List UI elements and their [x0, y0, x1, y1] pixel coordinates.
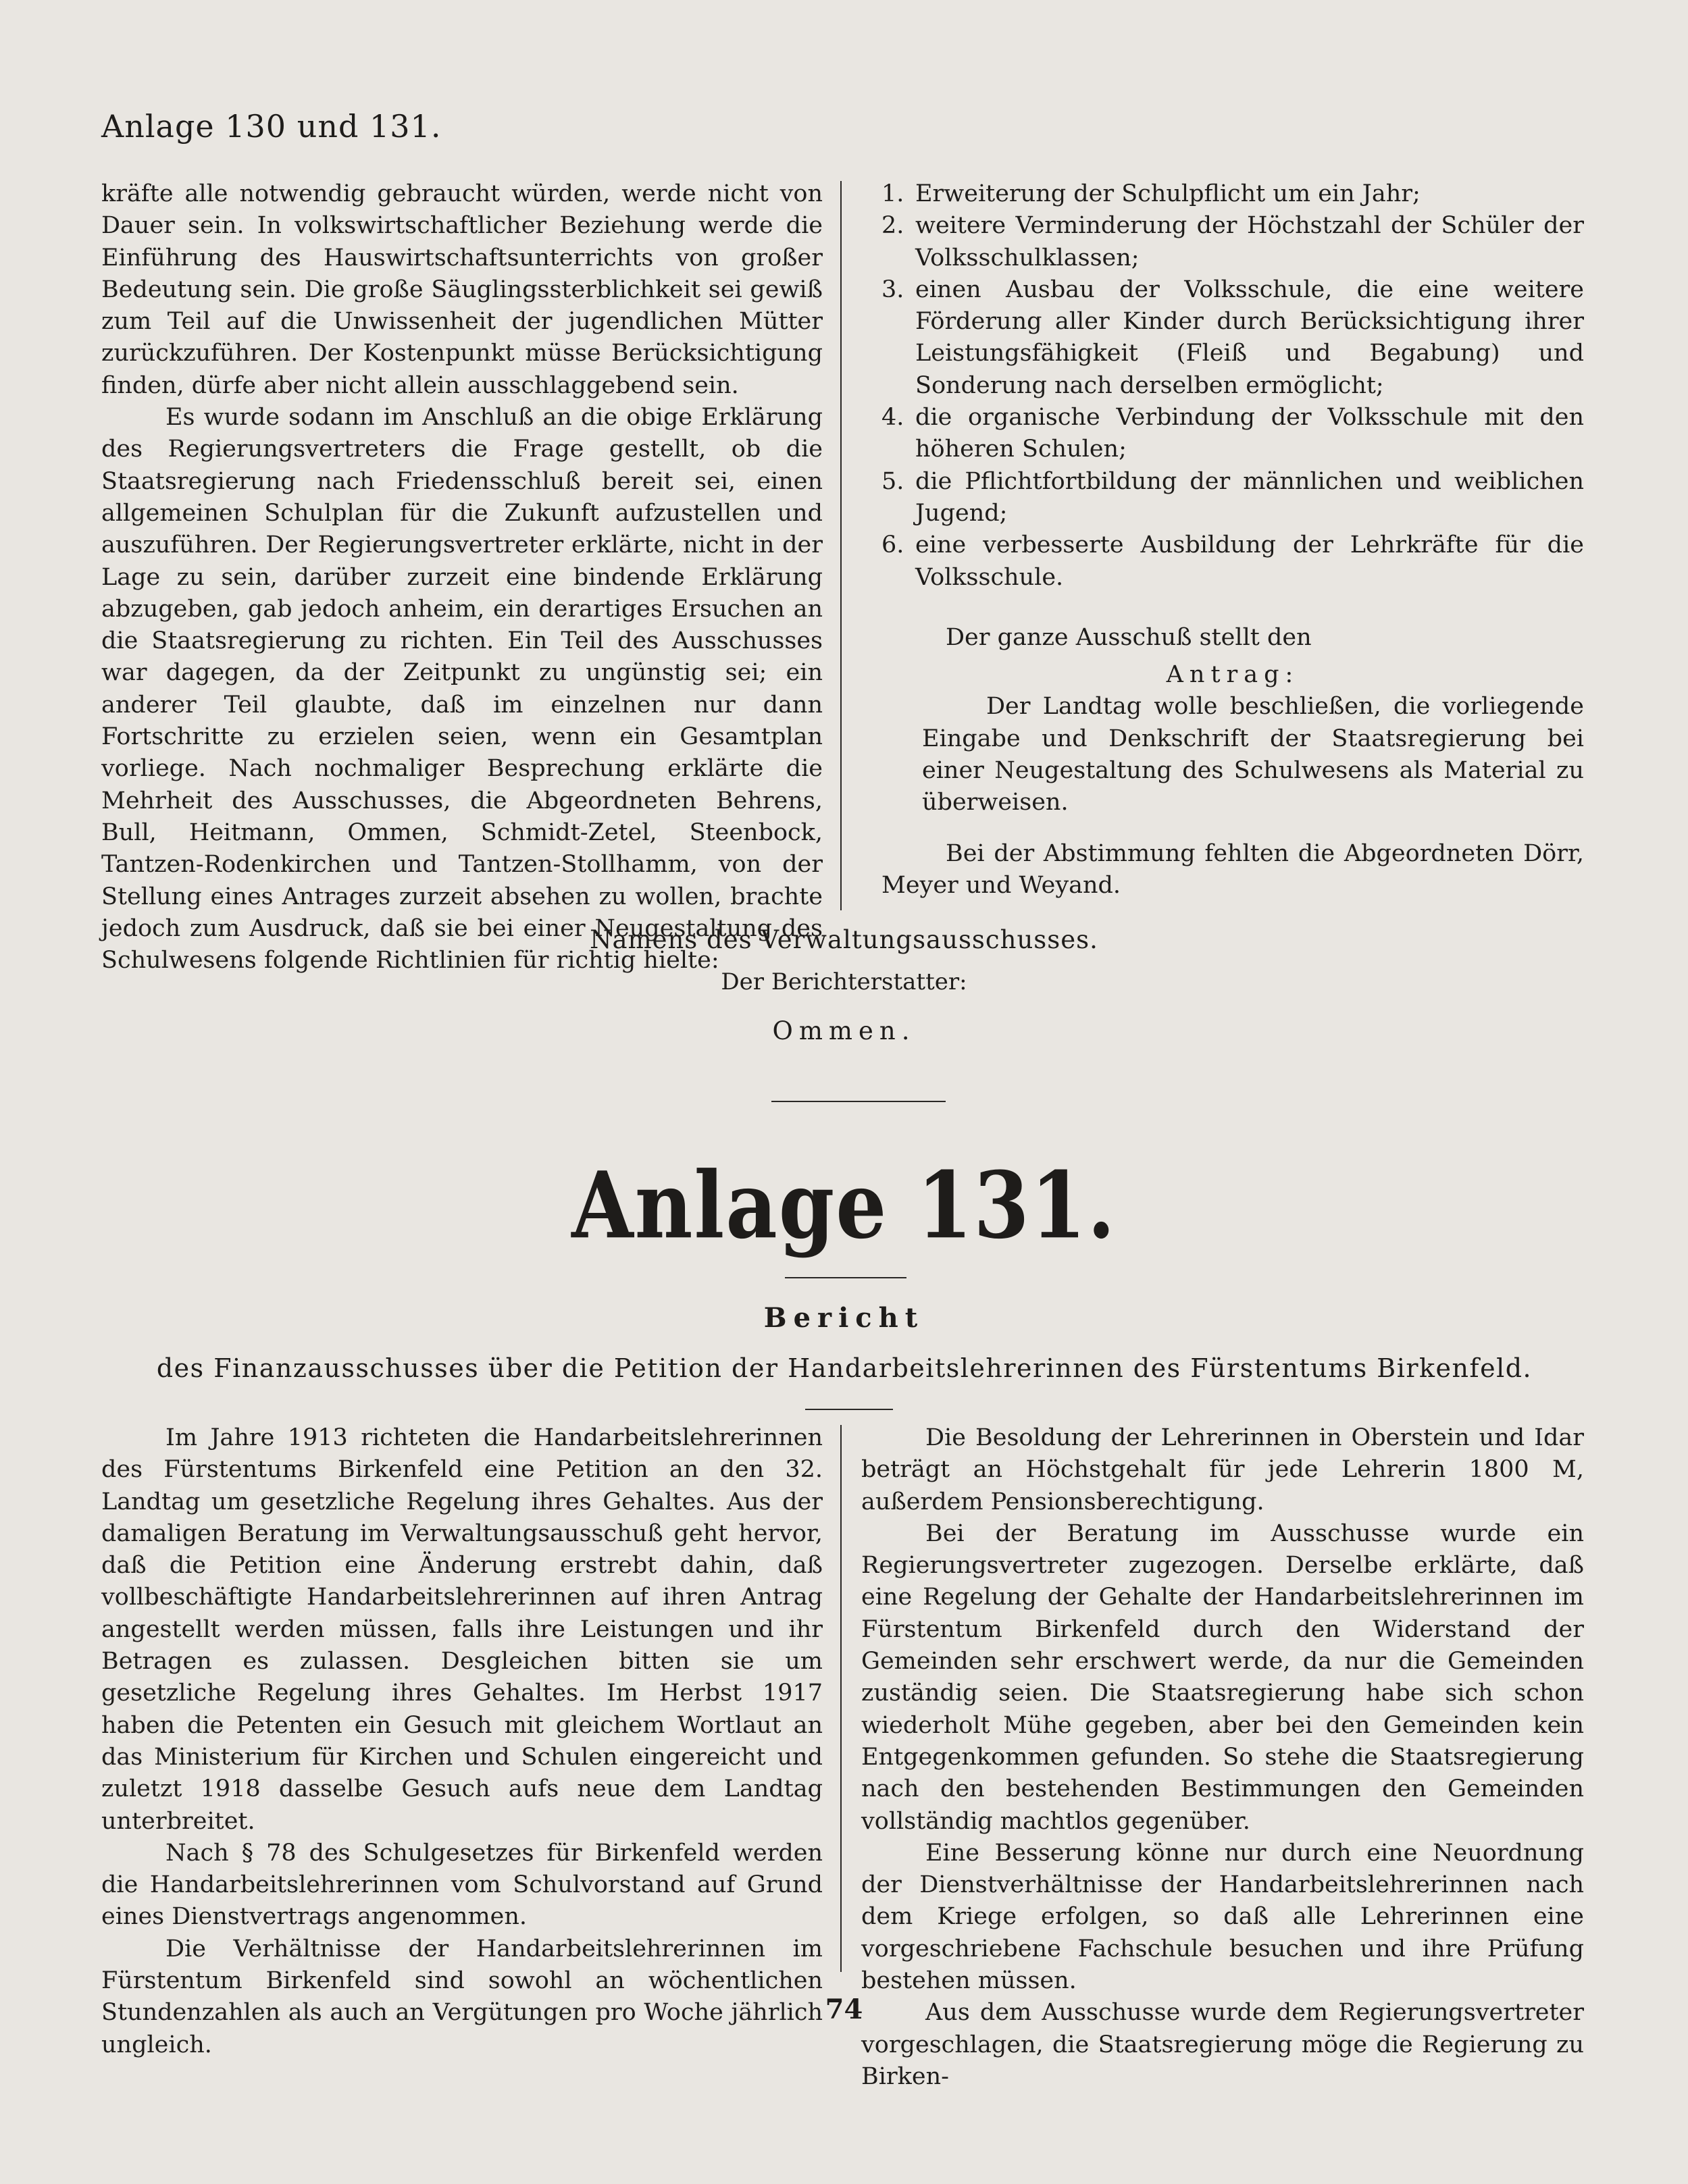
- list-item: 2. weitere Verminderung der Höchstzahl der Schüler der Volksschulklassen;: [881, 212, 1584, 271]
- antrag-intro: Der ganze Ausschuß stellt den: [946, 623, 1312, 651]
- paragraph: Eine Besserung könne nur durch eine Neuordnung der Dienstverhältnisse der Handarbeitslehrerinnen nach dem Kriege erfolgen, so daß alle Lehrerinnen eine vorgeschriebene Fachschule besuchen und ihre Prüfung bestehen müssen.: [861, 1839, 1584, 1995]
- list-item: 6. eine verbesserte Ausbildung der Lehrkräfte für die Volksschule.: [881, 531, 1584, 591]
- paragraph: Die Besoldung der Lehrerinnen in Oberstein und Idar beträgt an Höchstgehalt für jede Lehrerin 1800 M, außerdem Pensionsberechtigung.: [861, 1424, 1584, 1515]
- paragraph: Aus dem Ausschusse wurde dem Regierungsvertreter vorgeschlagen, die Staatsregierung möge die Regierung zu Birken-: [861, 1999, 1584, 2090]
- guideline-list: [881, 178, 1584, 594]
- list-item: 5. die Pflichtfortbildung der männlichen und weiblichen Jugend;: [881, 467, 1584, 527]
- title-divider: [785, 1277, 906, 1278]
- anlage131-title: Anlage 131.: [571, 1151, 1117, 1259]
- report-heading: Bericht: [763, 1302, 925, 1334]
- signature-committee: Namens des Verwaltungsausschusses.: [590, 925, 1098, 954]
- anlage131-left-column: [101, 1422, 823, 2061]
- list-item: 3. einen Ausbau der Volksschule, die eine weitere Förderung aller Kinder durch Berücksichtigung ihrer Leistungsfähigkeit (Fleiß und Begabung) und Sonderung nach derselben ermöglicht;: [881, 276, 1584, 399]
- list-item: 1. Erweiterung der Schulpflicht um ein Jahr;: [881, 180, 1421, 207]
- paragraph: Bei der Beratung im Ausschusse wurde ein Regierungsvertreter zugezogen. Derselbe erklärte, daß eine Regelung der Gehalte der Handarbeitslehrerinnen im Fürstentum Birkenfeld durch den Widerstand der Gemeinden sehr erschwert werde, da nur die Gemeinden zuständig seien. Die Staatsregierung habe sich schon wiederholt Mühe gegeben, aber bei den Gemeinden kein Entgegenkommen gefunden. So stehe die Staatsregierung nach den bestehenden Bestimmungen den Gemeinden vollständig machtlos gegenüber.: [861, 1519, 1584, 1835]
- paragraph: Es wurde sodann im Anschluß an die obige Erklärung des Regierungsvertreters die Frage gestellt, ob die Staatsregierung nach Friedensschluß bereit sei, einen allgemeinen Schulplan für die Zukunft aufzustellen und auszuführen. Der Regierungsvertreter erklärte, nicht in der Lage zu sein, darüber zurzeit eine bindende Erklärung abzugeben, gab jedoch anheim, ein derartiges Ersuchen an die Staatsregierung zu richten. Ein Teil des Ausschusses war dagegen, da der Zeitpunkt zu ungünstig sei; ein anderer Teil glaubte, daß im einzelnen nur dann Fortschritte zu erzielen seien, wenn ein Gesamtplan vorliege. Nach nochmaliger Besprechung erklärte die Mehrheit des Ausschusses, die Abgeordneten Behrens, Bull, Heitmann, Ommen, Schmidt-Zetel, Steenbock, Tantzen-Rodenkirchen und Tantzen-Stollhamm, von der Stellung eines Antrages zurzeit absehen zu wollen, brachte jedoch zum Ausdruck, daß sie bei einer Neugestaltung des Schulwesens folgende Richtlinien für richtig hielte:: [101, 404, 823, 974]
- paragraph: kräfte alle notwendig gebraucht würden, werde nicht von Dauer sein. In volkswirtschaftlicher Beziehung werde die Einführung des Hauswirtschaftsunterrichts von großer Bedeutung sein. Die große Säuglingssterblichkeit sei gewiß zum Teil auf die Unwissenheit der jugendlichen Mütter zurückzuführen. Der Kostenpunkt müsse Berücksichtigung finden, dürfe aber nicht allein ausschlaggebend sein.: [101, 180, 823, 399]
- anlage130-right-column: [881, 178, 1584, 902]
- section-divider: [771, 1101, 946, 1102]
- paragraph: Die Verhältnisse der Handarbeitslehrerinnen im Fürstentum Birkenfeld sind sowohl an wöchentlichen Stundenzahlen als auch an Vergütungen pro Woche jährlich ungleich.: [101, 1935, 823, 2058]
- anlage130-left-column: [101, 178, 823, 977]
- report-subtitle: des Finanzausschusses über die Petition der Handarbeitslehrerinnen des Fürstentums Birkenfeld.: [156, 1353, 1533, 1383]
- signature-role: Der Berichterstatter:: [721, 968, 967, 995]
- paragraph: Nach § 78 des Schulgesetzes für Birkenfeld werden die Handarbeitslehrerinnen vom Schulvorstand auf Grund eines Dienstvertrags angenommen.: [101, 1839, 823, 1931]
- paragraph: Im Jahre 1913 richteten die Handarbeitslehrerinnen des Fürstentums Birkenfeld eine Petition an den 32. Landtag um gesetzliche Regelung ihres Gehaltes. Aus der damaligen Beratung im Verwaltungsausschuß geht hervor, daß die Petition eine Änderung erstrebt dahin, daß vollbeschäftigte Handarbeitslehrerinnen auf ihren Antrag angestellt werden müssen, falls ihre Leistungen und ihr Betragen es zulassen. Desgleichen bitten sie um gesetzliche Regelung ihres Gehaltes. Im Herbst 1917 haben die Petenten ein Gesuch mit gleichem Wortlaut an das Ministerium für Kirchen und Schulen eingereicht und zuletzt 1918 dasselbe Gesuch aufs neue dem Landtag unterbreitet.: [101, 1424, 823, 1835]
- list-item: 4. die organische Verbindung der Volksschule mit den höheren Schulen;: [881, 404, 1584, 463]
- subtitle-divider: [805, 1409, 893, 1410]
- antrag-label: Antrag:: [1166, 661, 1300, 689]
- column-divider: [840, 181, 842, 910]
- page-number: 74: [825, 1994, 863, 2025]
- signature-name: Ommen.: [772, 1016, 916, 1045]
- running-head: Anlage 130 und 131.: [101, 108, 442, 145]
- abstimmung-note: Bei der Abstimmung fehlten die Abgeordneten Dörr, Meyer und Weyand.: [881, 839, 1584, 899]
- antrag-text: Der Landtag wolle beschließen, die vorliegende Eingabe und Denkschrift der Staatsregierung bei einer Neugestaltung des Schulwesens als Material zu überweisen.: [922, 693, 1584, 816]
- column-divider: [840, 1425, 842, 1972]
- anlage131-right-column: [861, 1422, 1584, 2093]
